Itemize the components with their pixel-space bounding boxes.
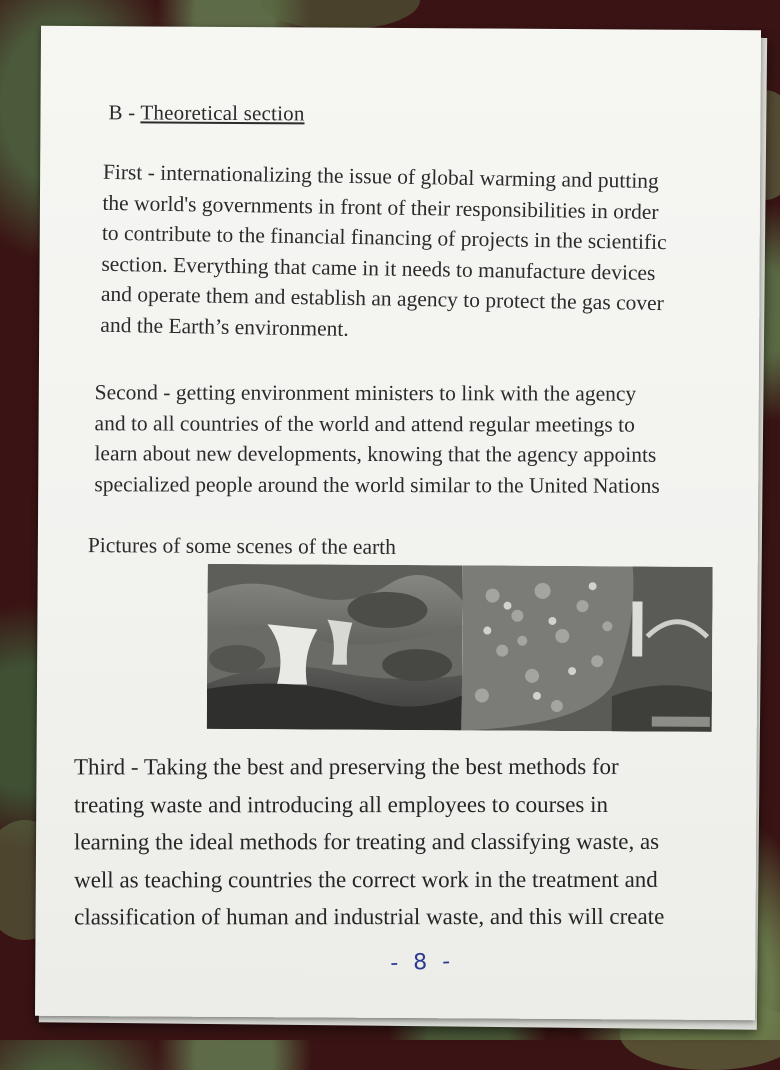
document-page xyxy=(35,26,761,1020)
vegetation-fountain-photo-icon xyxy=(462,565,713,732)
image-caption: Pictures of some scenes of the earth xyxy=(87,533,397,559)
section-heading xyxy=(108,100,304,126)
waterfall-photo-icon xyxy=(207,564,463,731)
paragraph-first: First - internationalizing the issue of global warming and putting the world's governments in front of their responsibilities in order to contribute to the financial financing of projects in the scientific section. Everything that came in it needs to manufacture devices and operate them and establish an agency to protect the gas cover and the Earth’s environment. xyxy=(100,159,667,341)
handwritten-page-number: - 8 - xyxy=(389,949,455,977)
heading-title: Theoretical section xyxy=(140,100,305,126)
paragraph-second: Second - getting environment ministers to link with the agency and to all countries of the world and attend regular meetings to learn about new developments, knowing that the agency appoints specialized people around the world similar to the United Nations xyxy=(94,380,660,498)
carpet-pattern xyxy=(260,0,420,30)
photo-strip xyxy=(207,564,713,732)
heading-prefix: B - xyxy=(108,100,141,125)
paragraph-third: Third - Taking the best and preserving the best methods for treating waste and introducing all employees to courses in learning the ideal methods for treating and classifying waste, as well as teaching countries the correct work in the treatment and classification of human and industrial waste, and this will create xyxy=(73,753,665,930)
